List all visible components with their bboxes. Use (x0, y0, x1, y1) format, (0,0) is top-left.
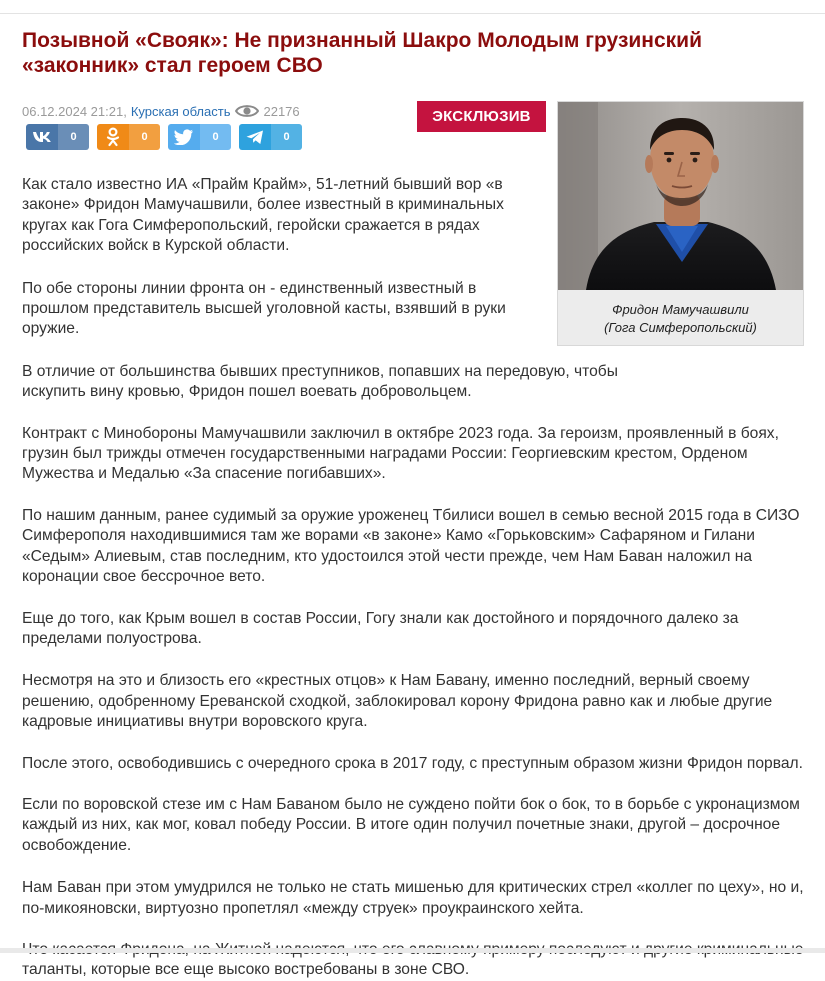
vk-icon (26, 124, 58, 150)
article-title: Позывной «Свояк»: Не признанный Шакро Молодым грузинский «законник» стал героем СВО (22, 29, 702, 77)
share-ok-button[interactable] (97, 124, 160, 150)
top-divider (0, 13, 825, 14)
twitter-bird-icon (168, 124, 200, 150)
article-paragraph: По обе стороны линии фронта он - единственный известный в прошлом представитель высшей уголовной касты, взявший в руки оружие. (22, 279, 506, 338)
share-twitter-button[interactable] (168, 124, 231, 150)
article-paragraph: Контракт с Минобороны Мамучашвили заключил в октябре 2023 года. За героизм, проявленный в боях, грузин был трижды отмечен государственными наградами России: Георгиевским крестом, Орденом Мужества и Медалью «За спасение погибавших». (22, 424, 779, 483)
article-paragraph: По нашим данным, ранее судимый за оружие уроженец Тбилиси вошел в семью весной 2015 года в СИЗО Симферополя находившимися там же ворами «в законе» Камо «Горьковским» Сафаряном и Гилани «Седым» Алиевым, став последним, кто удостоился этой чести прежде, чем Нам Баван наложил на коронации свое бессрочное вето. (22, 506, 800, 586)
article-paragraph: таланты, которые все еще высоко востребованы в зоне СВО. (22, 961, 470, 979)
article-paragraph: После этого, освободившись с очередного срока в 2017 году, с преступным образом жизни Фридон порвал. (22, 754, 803, 772)
article-body (22, 175, 808, 981)
share-count: 0 (200, 124, 231, 150)
share-vk-button[interactable] (26, 124, 89, 150)
share-count: 0 (271, 124, 302, 150)
article-paragraph: Еще до того, как Крым вошел в состав России, Гогу знали как достойного и порядочного далеко за пределами полуострова. (22, 609, 739, 647)
telegram-plane-icon (239, 124, 271, 150)
caption-alias: (Гога Симферопольский) (604, 320, 757, 335)
article-paragraph: Как стало известно ИА «Прайм Крайм», 51-летний бывший вор «в законе» Фридон Мамучашвили, более известный в криминальных кругах как Гога Симферопольский, геройски сражается в рядах российских войск в Курской области. (22, 176, 504, 255)
share-buttons (26, 124, 302, 150)
share-telegram-button[interactable] (239, 124, 302, 150)
article-paragraph: Если по воровской стезе им с Нам Баваном было не суждено пойти бок о бок, то в борьбе с укронацизмом каждый из них, как мог, ковал победу России. В итоге один получил почетные знаки, другой – досрочное освобождение. (22, 795, 800, 854)
article-paragraph: В отличие от большинства бывших преступников, попавших на передовую, чтобы искупить вину кровью, Фридон пошел воевать добровольцем. (22, 362, 618, 401)
article-paragraph: Нам Баван при этом умудрился не только не стать мишенью для критических стрел «коллег по цеху», но и, по-микояновски, виртуозно пропетлял «между струек» проукраинского хейта. (22, 879, 804, 917)
views-count: 22176 (263, 103, 300, 119)
article-paragraph: Несмотря на это и близость его «крестных отцов» к Нам Бавану, именно последний, верный своему решению, одобренному Ереванской сходкой, заблокировал корону Фридона равно как и любые другие кадровые инициативы внутри воровского круга. (22, 672, 773, 731)
caption-name: Фридон Мамучашвили (612, 302, 749, 317)
eye-icon (235, 103, 259, 119)
region-link[interactable]: Курская область (130, 103, 231, 119)
share-count: 0 (129, 124, 160, 150)
share-count: 0 (58, 124, 89, 150)
publish-datetime: 06.12.2024 21:21, (22, 103, 127, 119)
exclusive-badge: ЭКСКЛЮЗИВ (417, 101, 546, 132)
ok-icon (97, 124, 129, 150)
article-meta (22, 102, 300, 120)
bottom-divider (0, 948, 825, 953)
